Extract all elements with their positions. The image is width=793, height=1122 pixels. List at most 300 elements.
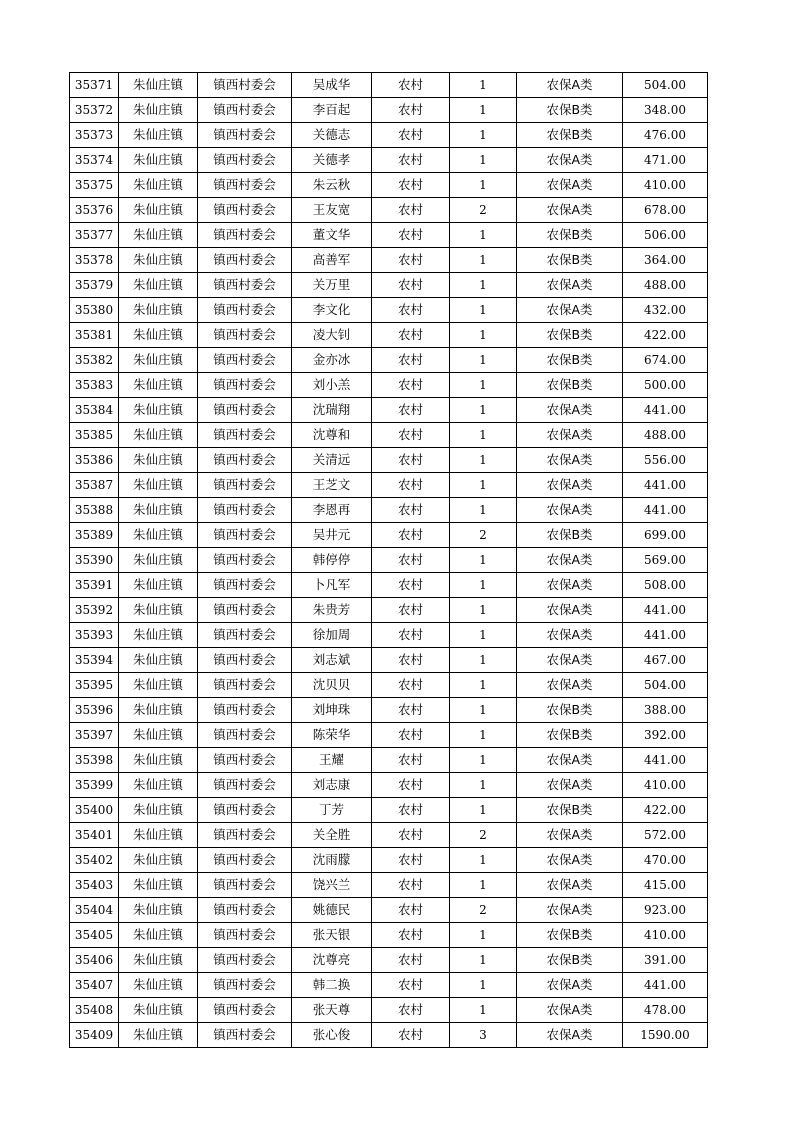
cell-household-count: 2 [450, 898, 517, 923]
cell-household-count: 1 [450, 273, 517, 298]
cell-amount: 674.00 [623, 348, 708, 373]
cell-area-type: 农村 [372, 98, 450, 123]
cell-record-id: 35384 [70, 398, 119, 423]
cell-household-count: 1 [450, 573, 517, 598]
table-row [70, 398, 708, 423]
cell-village-committee: 镇西村委会 [198, 123, 292, 148]
cell-amount: 467.00 [623, 648, 708, 673]
cell-insurance-category: 农保A类 [517, 998, 623, 1023]
cell-area-type: 农村 [372, 398, 450, 423]
cell-household-count: 1 [450, 923, 517, 948]
cell-village-committee: 镇西村委会 [198, 923, 292, 948]
table-row [70, 173, 708, 198]
cell-area-type: 农村 [372, 823, 450, 848]
cell-person-name: 高善军 [292, 248, 372, 273]
cell-town: 朱仙庄镇 [119, 473, 198, 498]
cell-town: 朱仙庄镇 [119, 123, 198, 148]
cell-town: 朱仙庄镇 [119, 598, 198, 623]
cell-insurance-category: 农保A类 [517, 273, 623, 298]
cell-insurance-category: 农保B类 [517, 348, 623, 373]
cell-person-name: 朱贵芳 [292, 598, 372, 623]
table-row [70, 948, 708, 973]
cell-town: 朱仙庄镇 [119, 98, 198, 123]
cell-amount: 410.00 [623, 773, 708, 798]
cell-amount: 678.00 [623, 198, 708, 223]
cell-amount: 410.00 [623, 923, 708, 948]
cell-area-type: 农村 [372, 573, 450, 598]
cell-household-count: 1 [450, 123, 517, 148]
cell-area-type: 农村 [372, 123, 450, 148]
cell-amount: 504.00 [623, 673, 708, 698]
cell-area-type: 农村 [372, 473, 450, 498]
cell-person-name: 沈瑞翔 [292, 398, 372, 423]
cell-area-type: 农村 [372, 373, 450, 398]
table-row [70, 123, 708, 148]
table-row [70, 998, 708, 1023]
cell-amount: 392.00 [623, 723, 708, 748]
cell-area-type: 农村 [372, 873, 450, 898]
cell-amount: 441.00 [623, 748, 708, 773]
cell-household-count: 1 [450, 448, 517, 473]
cell-insurance-category: 农保A类 [517, 648, 623, 673]
cell-household-count: 1 [450, 673, 517, 698]
cell-person-name: 关清远 [292, 448, 372, 473]
cell-village-committee: 镇西村委会 [198, 873, 292, 898]
cell-household-count: 1 [450, 598, 517, 623]
cell-amount: 476.00 [623, 123, 708, 148]
cell-person-name: 王耀 [292, 748, 372, 773]
cell-record-id: 35391 [70, 573, 119, 598]
cell-person-name: 沈尊和 [292, 423, 372, 448]
cell-town: 朱仙庄镇 [119, 898, 198, 923]
cell-insurance-category: 农保A类 [517, 823, 623, 848]
cell-household-count: 2 [450, 198, 517, 223]
cell-insurance-category: 农保A类 [517, 448, 623, 473]
cell-amount: 441.00 [623, 473, 708, 498]
cell-town: 朱仙庄镇 [119, 823, 198, 848]
cell-record-id: 35378 [70, 248, 119, 273]
cell-area-type: 农村 [372, 248, 450, 273]
cell-town: 朱仙庄镇 [119, 748, 198, 773]
table-row [70, 223, 708, 248]
cell-amount: 391.00 [623, 948, 708, 973]
cell-area-type: 农村 [372, 173, 450, 198]
cell-record-id: 35388 [70, 498, 119, 523]
table-row [70, 748, 708, 773]
table-row [70, 773, 708, 798]
cell-town: 朱仙庄镇 [119, 523, 198, 548]
cell-village-committee: 镇西村委会 [198, 898, 292, 923]
cell-insurance-category: 农保B类 [517, 373, 623, 398]
table-row [70, 98, 708, 123]
cell-person-name: 吴井元 [292, 523, 372, 548]
cell-person-name: 韩二换 [292, 973, 372, 998]
cell-amount: 432.00 [623, 298, 708, 323]
cell-village-committee: 镇西村委会 [198, 198, 292, 223]
cell-amount: 441.00 [623, 398, 708, 423]
cell-amount: 556.00 [623, 448, 708, 473]
cell-village-committee: 镇西村委会 [198, 273, 292, 298]
table-row [70, 573, 708, 598]
cell-amount: 508.00 [623, 573, 708, 598]
cell-insurance-category: 农保A类 [517, 848, 623, 873]
cell-town: 朱仙庄镇 [119, 173, 198, 198]
cell-household-count: 1 [450, 648, 517, 673]
cell-insurance-category: 农保A类 [517, 398, 623, 423]
cell-person-name: 关德孝 [292, 148, 372, 173]
cell-area-type: 农村 [372, 223, 450, 248]
table-row [70, 523, 708, 548]
cell-insurance-category: 农保A类 [517, 873, 623, 898]
table-row [70, 373, 708, 398]
cell-person-name: 李文化 [292, 298, 372, 323]
cell-amount: 388.00 [623, 698, 708, 723]
cell-insurance-category: 农保A类 [517, 423, 623, 448]
cell-person-name: 刘志斌 [292, 648, 372, 673]
cell-insurance-category: 农保A类 [517, 973, 623, 998]
cell-household-count: 1 [450, 948, 517, 973]
cell-insurance-category: 农保B类 [517, 698, 623, 723]
table-row [70, 648, 708, 673]
cell-person-name: 沈雨朦 [292, 848, 372, 873]
table-row [70, 448, 708, 473]
cell-area-type: 农村 [372, 348, 450, 373]
cell-amount: 699.00 [623, 523, 708, 548]
cell-amount: 348.00 [623, 98, 708, 123]
cell-insurance-category: 农保A类 [517, 473, 623, 498]
cell-person-name: 沈尊亮 [292, 948, 372, 973]
cell-record-id: 35390 [70, 548, 119, 573]
cell-insurance-category: 农保A类 [517, 573, 623, 598]
cell-household-count: 1 [450, 798, 517, 823]
cell-person-name: 金亦冰 [292, 348, 372, 373]
cell-household-count: 1 [450, 398, 517, 423]
cell-person-name: 陈荣华 [292, 723, 372, 748]
cell-town: 朱仙庄镇 [119, 848, 198, 873]
cell-area-type: 农村 [372, 548, 450, 573]
cell-area-type: 农村 [372, 73, 450, 98]
cell-town: 朱仙庄镇 [119, 148, 198, 173]
cell-area-type: 农村 [372, 298, 450, 323]
table-row [70, 548, 708, 573]
cell-person-name: 姚德民 [292, 898, 372, 923]
cell-village-committee: 镇西村委会 [198, 823, 292, 848]
cell-household-count: 1 [450, 998, 517, 1023]
table-row [70, 698, 708, 723]
cell-village-committee: 镇西村委会 [198, 298, 292, 323]
cell-record-id: 35400 [70, 798, 119, 823]
cell-record-id: 35398 [70, 748, 119, 773]
cell-insurance-category: 农保A类 [517, 498, 623, 523]
cell-area-type: 农村 [372, 948, 450, 973]
cell-village-committee: 镇西村委会 [198, 373, 292, 398]
cell-record-id: 35393 [70, 623, 119, 648]
cell-town: 朱仙庄镇 [119, 798, 198, 823]
cell-amount: 422.00 [623, 323, 708, 348]
cell-village-committee: 镇西村委会 [198, 598, 292, 623]
cell-town: 朱仙庄镇 [119, 923, 198, 948]
cell-household-count: 2 [450, 523, 517, 548]
cell-insurance-category: 农保B类 [517, 123, 623, 148]
cell-town: 朱仙庄镇 [119, 548, 198, 573]
cell-insurance-category: 农保B类 [517, 923, 623, 948]
table-row [70, 673, 708, 698]
cell-town: 朱仙庄镇 [119, 323, 198, 348]
cell-town: 朱仙庄镇 [119, 773, 198, 798]
cell-person-name: 关德志 [292, 123, 372, 148]
table-row [70, 973, 708, 998]
cell-amount: 569.00 [623, 548, 708, 573]
table-row [70, 723, 708, 748]
cell-household-count: 1 [450, 248, 517, 273]
cell-record-id: 35389 [70, 523, 119, 548]
cell-town: 朱仙庄镇 [119, 1023, 198, 1048]
cell-insurance-category: 农保B类 [517, 248, 623, 273]
cell-insurance-category: 农保B类 [517, 948, 623, 973]
table-row [70, 248, 708, 273]
cell-record-id: 35394 [70, 648, 119, 673]
cell-amount: 364.00 [623, 248, 708, 273]
cell-record-id: 35377 [70, 223, 119, 248]
cell-village-committee: 镇西村委会 [198, 498, 292, 523]
cell-village-committee: 镇西村委会 [198, 798, 292, 823]
cell-insurance-category: 农保B类 [517, 223, 623, 248]
table-row [70, 473, 708, 498]
cell-household-count: 1 [450, 373, 517, 398]
cell-village-committee: 镇西村委会 [198, 323, 292, 348]
cell-amount: 415.00 [623, 873, 708, 898]
records-table-body [70, 73, 708, 1048]
cell-person-name: 王芝文 [292, 473, 372, 498]
cell-insurance-category: 农保A类 [517, 898, 623, 923]
table-row [70, 298, 708, 323]
cell-amount: 441.00 [623, 598, 708, 623]
cell-village-committee: 镇西村委会 [198, 548, 292, 573]
cell-town: 朱仙庄镇 [119, 723, 198, 748]
cell-area-type: 农村 [372, 673, 450, 698]
cell-insurance-category: 农保B类 [517, 323, 623, 348]
cell-area-type: 农村 [372, 198, 450, 223]
cell-town: 朱仙庄镇 [119, 373, 198, 398]
table-row [70, 798, 708, 823]
cell-person-name: 刘小羔 [292, 373, 372, 398]
cell-town: 朱仙庄镇 [119, 73, 198, 98]
cell-household-count: 1 [450, 323, 517, 348]
cell-village-committee: 镇西村委会 [198, 73, 292, 98]
cell-amount: 470.00 [623, 848, 708, 873]
cell-amount: 471.00 [623, 148, 708, 173]
cell-area-type: 农村 [372, 748, 450, 773]
cell-insurance-category: 农保A类 [517, 673, 623, 698]
cell-household-count: 1 [450, 548, 517, 573]
cell-village-committee: 镇西村委会 [198, 173, 292, 198]
cell-town: 朱仙庄镇 [119, 223, 198, 248]
cell-person-name: 徐加周 [292, 623, 372, 648]
cell-household-count: 1 [450, 348, 517, 373]
cell-amount: 923.00 [623, 898, 708, 923]
cell-area-type: 农村 [372, 273, 450, 298]
cell-town: 朱仙庄镇 [119, 648, 198, 673]
cell-area-type: 农村 [372, 923, 450, 948]
cell-person-name: 王友宽 [292, 198, 372, 223]
cell-village-committee: 镇西村委会 [198, 623, 292, 648]
cell-village-committee: 镇西村委会 [198, 398, 292, 423]
cell-record-id: 35380 [70, 298, 119, 323]
cell-insurance-category: 农保A类 [517, 1023, 623, 1048]
cell-amount: 504.00 [623, 73, 708, 98]
cell-record-id: 35402 [70, 848, 119, 873]
cell-town: 朱仙庄镇 [119, 348, 198, 373]
cell-town: 朱仙庄镇 [119, 623, 198, 648]
cell-area-type: 农村 [372, 623, 450, 648]
cell-household-count: 1 [450, 148, 517, 173]
cell-insurance-category: 农保A类 [517, 623, 623, 648]
cell-insurance-category: 农保A类 [517, 298, 623, 323]
cell-household-count: 2 [450, 823, 517, 848]
cell-person-name: 董文华 [292, 223, 372, 248]
cell-amount: 488.00 [623, 423, 708, 448]
cell-record-id: 35387 [70, 473, 119, 498]
cell-area-type: 农村 [372, 898, 450, 923]
cell-area-type: 农村 [372, 148, 450, 173]
cell-amount: 441.00 [623, 498, 708, 523]
cell-record-id: 35372 [70, 98, 119, 123]
cell-person-name: 李百起 [292, 98, 372, 123]
cell-village-committee: 镇西村委会 [198, 773, 292, 798]
cell-area-type: 农村 [372, 523, 450, 548]
cell-village-committee: 镇西村委会 [198, 523, 292, 548]
cell-town: 朱仙庄镇 [119, 248, 198, 273]
cell-area-type: 农村 [372, 448, 450, 473]
cell-person-name: 卜凡军 [292, 573, 372, 598]
cell-household-count: 1 [450, 748, 517, 773]
cell-record-id: 35385 [70, 423, 119, 448]
cell-insurance-category: 农保A类 [517, 598, 623, 623]
table-row [70, 898, 708, 923]
cell-town: 朱仙庄镇 [119, 273, 198, 298]
cell-area-type: 农村 [372, 648, 450, 673]
cell-village-committee: 镇西村委会 [198, 148, 292, 173]
cell-record-id: 35399 [70, 773, 119, 798]
cell-person-name: 丁芳 [292, 798, 372, 823]
cell-insurance-category: 农保A类 [517, 73, 623, 98]
table-row [70, 498, 708, 523]
cell-record-id: 35383 [70, 373, 119, 398]
table-row [70, 148, 708, 173]
cell-household-count: 1 [450, 173, 517, 198]
cell-amount: 410.00 [623, 173, 708, 198]
cell-household-count: 1 [450, 698, 517, 723]
cell-town: 朱仙庄镇 [119, 673, 198, 698]
cell-town: 朱仙庄镇 [119, 448, 198, 473]
cell-household-count: 1 [450, 773, 517, 798]
cell-insurance-category: 农保B类 [517, 98, 623, 123]
cell-amount: 506.00 [623, 223, 708, 248]
cell-village-committee: 镇西村委会 [198, 348, 292, 373]
table-row [70, 348, 708, 373]
cell-record-id: 35406 [70, 948, 119, 973]
cell-person-name: 沈贝贝 [292, 673, 372, 698]
table-row [70, 823, 708, 848]
cell-record-id: 35376 [70, 198, 119, 223]
cell-area-type: 农村 [372, 848, 450, 873]
cell-record-id: 35397 [70, 723, 119, 748]
cell-amount: 1590.00 [623, 1023, 708, 1048]
table-row [70, 873, 708, 898]
cell-household-count: 1 [450, 873, 517, 898]
cell-area-type: 农村 [372, 323, 450, 348]
cell-town: 朱仙庄镇 [119, 698, 198, 723]
cell-amount: 488.00 [623, 273, 708, 298]
cell-record-id: 35379 [70, 273, 119, 298]
cell-area-type: 农村 [372, 1023, 450, 1048]
cell-amount: 441.00 [623, 973, 708, 998]
cell-amount: 478.00 [623, 998, 708, 1023]
cell-record-id: 35392 [70, 598, 119, 623]
cell-household-count: 1 [450, 223, 517, 248]
cell-record-id: 35407 [70, 973, 119, 998]
cell-village-committee: 镇西村委会 [198, 448, 292, 473]
cell-village-committee: 镇西村委会 [198, 1023, 292, 1048]
cell-person-name: 饶兴兰 [292, 873, 372, 898]
cell-household-count: 1 [450, 298, 517, 323]
cell-record-id: 35386 [70, 448, 119, 473]
cell-household-count: 1 [450, 73, 517, 98]
cell-area-type: 农村 [372, 698, 450, 723]
cell-village-committee: 镇西村委会 [198, 698, 292, 723]
cell-village-committee: 镇西村委会 [198, 848, 292, 873]
cell-insurance-category: 农保B类 [517, 523, 623, 548]
records-table [69, 72, 708, 1048]
cell-village-committee: 镇西村委会 [198, 573, 292, 598]
cell-amount: 572.00 [623, 823, 708, 848]
cell-amount: 500.00 [623, 373, 708, 398]
cell-person-name: 张天尊 [292, 998, 372, 1023]
cell-household-count: 1 [450, 623, 517, 648]
cell-household-count: 1 [450, 473, 517, 498]
cell-town: 朱仙庄镇 [119, 423, 198, 448]
table-row [70, 273, 708, 298]
cell-record-id: 35375 [70, 173, 119, 198]
cell-record-id: 35404 [70, 898, 119, 923]
cell-town: 朱仙庄镇 [119, 973, 198, 998]
cell-village-committee: 镇西村委会 [198, 948, 292, 973]
table-row [70, 598, 708, 623]
cell-household-count: 3 [450, 1023, 517, 1048]
table-row [70, 923, 708, 948]
cell-village-committee: 镇西村委会 [198, 673, 292, 698]
cell-amount: 441.00 [623, 623, 708, 648]
cell-record-id: 35382 [70, 348, 119, 373]
cell-record-id: 35403 [70, 873, 119, 898]
cell-person-name: 张心俊 [292, 1023, 372, 1048]
cell-insurance-category: 农保A类 [517, 173, 623, 198]
cell-record-id: 35409 [70, 1023, 119, 1048]
cell-household-count: 1 [450, 98, 517, 123]
cell-person-name: 朱云秋 [292, 173, 372, 198]
cell-record-id: 35396 [70, 698, 119, 723]
cell-person-name: 张天银 [292, 923, 372, 948]
cell-area-type: 农村 [372, 598, 450, 623]
cell-person-name: 刘志康 [292, 773, 372, 798]
table-row [70, 198, 708, 223]
cell-village-committee: 镇西村委会 [198, 648, 292, 673]
cell-town: 朱仙庄镇 [119, 948, 198, 973]
cell-household-count: 1 [450, 973, 517, 998]
cell-area-type: 农村 [372, 423, 450, 448]
cell-record-id: 35405 [70, 923, 119, 948]
cell-village-committee: 镇西村委会 [198, 723, 292, 748]
